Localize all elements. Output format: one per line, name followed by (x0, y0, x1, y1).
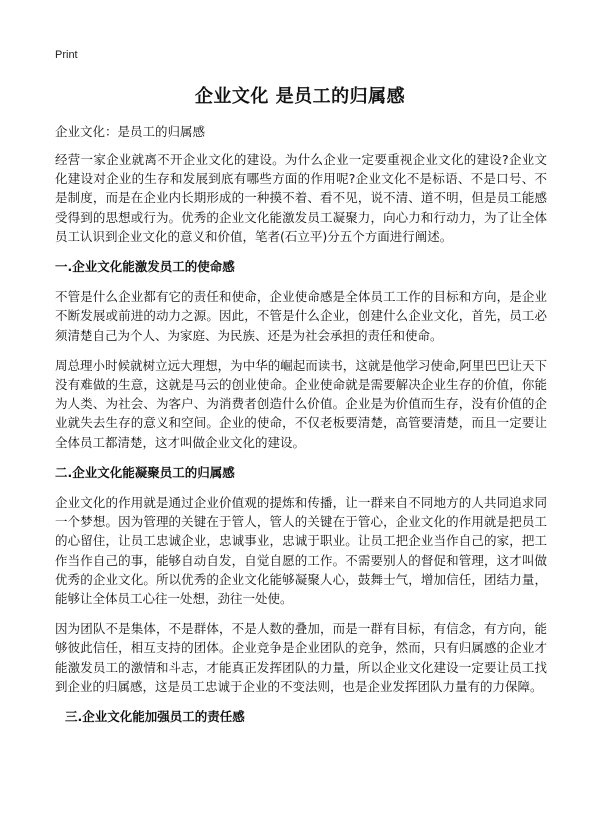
section-heading-2: 二.企业文化能凝聚员工的归属感 (55, 464, 235, 480)
article-subtitle: 企业文化：是员工的归属感 (55, 124, 206, 139)
article-body (55, 150, 547, 737)
page-title: 企业文化 是员工的归属感 (194, 86, 406, 107)
section2-paragraph-2: 因为团队不是集体，不是群体，不是人数的叠加，而是一群有目标，有信念，有方向，能够彼此信任，相互支持的团体。企业竞争是企业团队的竞争，然而，只有归属感的企业才能激发员工的激情和斗志，才能真正发挥团队的力量，所以企业文化建设一定要让员工找到企业的归属感，这是员工忠诚于企业的不变法则，也是企业发挥团队力量有的力保障。 (55, 621, 547, 694)
print-link[interactable]: Print (55, 49, 78, 61)
section1-paragraph-2: 周总理小时候就树立远大理想，为中华的崛起而读书，这就是他学习使命,阿里巴巴让天下没有难做的生意，这就是马云的创业使命。企业使命就是需要解决企业生存的价值，你能为人类、为社会、为客户、为消费者创造什么价值。企业是为价值而生存，没有价值的企业就失去生存的意义和空间。企业的使命，不仅老板要清楚，高管要清楚，而且一定要让全体员工都清楚，这才叫做企业文化的建设。 (55, 357, 547, 450)
intro-paragraph: 经营一家企业就离不开企业文化的建设。为什么企业一定要重视企业文化的建设?企业文化建设对企业的生存和发展到底有哪些方面的作用呢?企业文化不是标语、不是口号、不是制度，而是在企业内长期形成的一种摸不着、看不见，说不清、道不明，但是员工能感受得到的思想或行为。优秀的企业文化能激发员工凝聚力，向心力和行动力，为了让全体员工认识到企业文化的意义和价值，笔者(石立平)分五个方面进行阐述。 (55, 152, 547, 244)
section-heading-1: 一.企业文化能激发员工的使命感 (55, 259, 235, 275)
section1-paragraph-1: 不管是什么企业都有它的责任和使命，企业使命感是全体员工工作的目标和方向，是企业不断发展或前进的动力之源。因此，不管是什么企业，创建什么企业文化，首先，员工必须清楚自己为个人、为家庭、为民族、还是为社会承担的责任和使命。 (55, 289, 547, 343)
section2-paragraph-1: 企业文化的作用就是通过企业价值观的提炼和传播，让一群来自不同地方的人共同追求同一个梦想。因为管理的关键在于管人，管人的关键在于管心，企业文化的作用就是把员工的心留住，让员工忠诚企业，忠诚事业，忠诚于职业。让员工把企业当作自己的家，把工作当作自己的事，能够自动自发，自觉自愿的工作。不需要别人的督促和管理，这才叫做优秀的企业文化。所以优秀的企业文化能够凝聚人心，鼓舞士气，增加信任，团结力量，能够让全体员工心往一处想，劲往一处使。 (55, 495, 547, 607)
section-heading-3: 三.企业文化能加强员工的责任感 (65, 709, 245, 725)
